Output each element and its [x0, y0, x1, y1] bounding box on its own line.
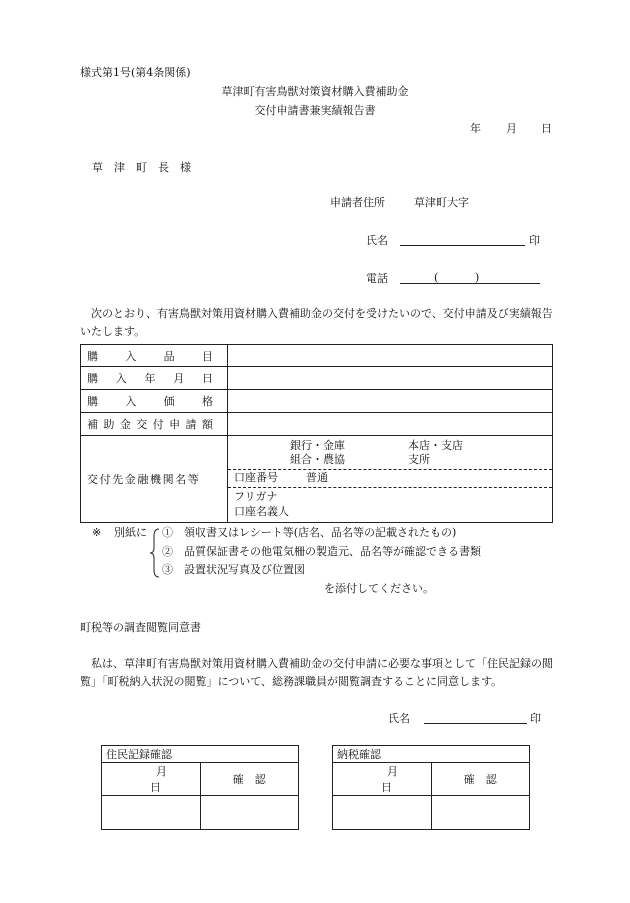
seal-mark: 印	[529, 234, 540, 247]
resident-day: 日	[150, 781, 161, 794]
title-line-1: 草津町有害鳥獣対策資材購入費補助金	[221, 85, 409, 98]
tax-date-cell	[333, 763, 432, 796]
row-label-char: 入	[115, 372, 127, 385]
row-label-char: 額	[201, 418, 213, 431]
row-label-char: 購	[87, 395, 98, 408]
address-value: 草津町大字	[414, 196, 469, 209]
date-month: 月	[506, 122, 517, 135]
attachment-item-3: ③ 設置状況写真及び位置図	[162, 563, 305, 576]
row-label-bank	[81, 436, 228, 523]
brace-icon	[150, 528, 160, 578]
resident-check-label: 確 認	[200, 763, 299, 796]
date-day: 日	[541, 122, 552, 135]
value-cell-amount[interactable]	[228, 413, 553, 436]
dashed-divider	[228, 487, 552, 488]
tax-check-label: 確 認	[431, 763, 530, 796]
name-label: 氏名	[366, 234, 388, 247]
phone-label: 電話	[366, 272, 388, 285]
row-label-char: 入	[125, 349, 137, 363]
row-label-char: 購	[87, 349, 98, 363]
row-label-price	[81, 390, 228, 413]
row-label-char: 入	[125, 395, 137, 408]
row-label-char: 格	[201, 395, 213, 408]
branch-option-2: 支所	[408, 453, 430, 466]
row-label-item	[81, 345, 228, 367]
account-number-label: 口座番号	[234, 471, 278, 484]
tax-day: 日	[381, 781, 392, 794]
bank-label: 交付先金融機関名等	[87, 473, 201, 486]
resident-date-value[interactable]	[102, 796, 201, 830]
furigana-label: フリガナ	[234, 490, 278, 503]
row-label-char: 年	[144, 372, 156, 385]
row-label-char: 助	[103, 418, 115, 431]
addressee: 草 津 町 長 様	[92, 161, 191, 174]
resident-record-box	[101, 745, 299, 830]
row-label-char: 購	[87, 372, 98, 385]
attachment-item-1: ① 領収書又はレシート等(店名、品名等の記載されたもの)	[162, 526, 457, 539]
form-number: 様式第1号(第4条関係)	[80, 66, 191, 79]
row-label-char: 補	[87, 418, 98, 431]
value-cell-item[interactable]	[228, 345, 553, 367]
row-label-char: 品	[163, 349, 175, 363]
intro-paragraph: 次のとおり、有害鳥獣対策用資材購入費補助金の交付を受けたいので、交付申請及び実績報告いたします。	[80, 307, 553, 338]
row-label-char: 付	[152, 418, 164, 431]
resident-date-cell	[102, 763, 201, 796]
resident-check-value[interactable]	[200, 796, 299, 830]
bank-cell[interactable]	[228, 436, 553, 523]
value-cell-date[interactable]	[228, 367, 553, 390]
phone-underline	[400, 283, 540, 284]
row-label-char: 月	[173, 372, 185, 385]
phone-paren-close: )	[475, 271, 480, 284]
consent-name-underline	[424, 723, 527, 724]
tax-box-title: 納税確認	[333, 746, 530, 763]
resident-box-title: 住民記録確認	[102, 746, 299, 763]
value-cell-price[interactable]	[228, 390, 553, 413]
name-underline	[400, 245, 525, 246]
bank-option-1: 銀行・金庫	[290, 439, 345, 452]
dashed-divider	[228, 469, 552, 470]
account-holder-label: 口座名義人	[234, 505, 289, 518]
phone-paren-open: (	[434, 271, 439, 284]
row-label-char: 金	[119, 418, 131, 431]
row-label-char: 日	[202, 372, 213, 385]
table-row	[81, 390, 553, 413]
row-label-char: 交	[136, 418, 148, 431]
branch-option-1: 本店・支店	[408, 439, 463, 452]
row-label-char: 価	[163, 395, 175, 408]
application-table	[80, 344, 553, 523]
consent-seal-mark: 印	[530, 712, 541, 725]
row-label-char: 申	[169, 418, 181, 431]
consent-heading: 町税等の調査閲覧同意書	[80, 621, 201, 634]
table-row	[81, 367, 553, 390]
table-row	[81, 413, 553, 436]
tax-check-value[interactable]	[431, 796, 530, 830]
bank-option-2: 組合・農協	[290, 453, 345, 466]
tax-date-value[interactable]	[333, 796, 432, 830]
row-label-char: 目	[201, 349, 213, 363]
attachment-closing: を添付してください。	[324, 582, 434, 595]
account-type: 普通	[306, 471, 328, 484]
table-row	[81, 436, 553, 523]
attachment-mark: ※	[92, 526, 102, 539]
attachment-lead: 別紙に	[114, 526, 147, 539]
row-label-date	[81, 367, 228, 390]
title-line-2: 交付申請書兼実績報告書	[254, 104, 376, 117]
address-label: 申請者住所	[330, 196, 385, 209]
row-label-amount	[81, 413, 228, 436]
consent-name-label: 氏名	[388, 712, 410, 725]
attachment-item-2: ② 品質保証書その他電気柵の製造元、品名等が確認できる書類	[162, 545, 481, 558]
table-row	[81, 345, 553, 367]
resident-month: 月	[156, 765, 167, 778]
row-label-char: 請	[185, 418, 197, 431]
consent-paragraph: 私は、草津町有害鳥獣対策用資材購入費補助金の交付申請に必要な事項として「住民記録の閲覧」「町税納入状況の閲覧」について、総務課職員が閲覧調査することに同意します。	[80, 657, 553, 688]
date-year: 年	[470, 122, 481, 135]
tax-payment-box	[332, 745, 530, 830]
tax-month: 月	[387, 765, 398, 778]
